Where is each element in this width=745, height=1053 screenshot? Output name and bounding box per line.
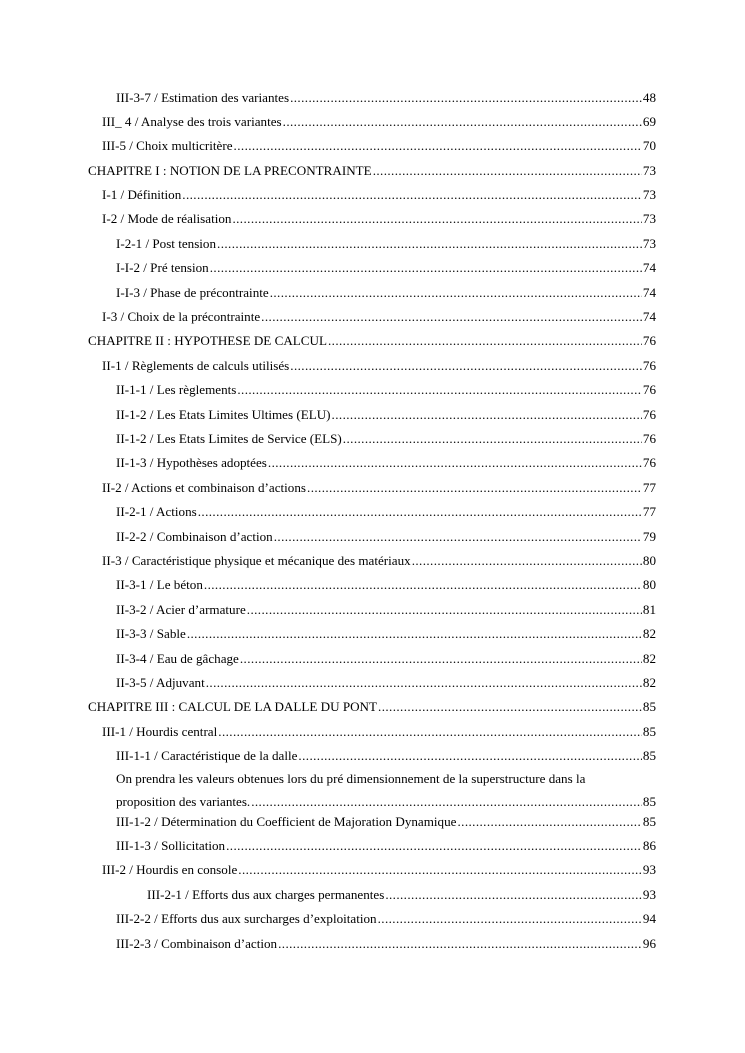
toc-entry-title: III-3-7 / Estimation des variantes [116, 90, 290, 105]
toc-entry-title: II-2-1 / Actions [116, 504, 197, 519]
toc-entry-title: II-3-2 / Acier d’armature [116, 602, 246, 617]
toc-entry-page: 85 [642, 699, 656, 714]
toc-entry[interactable] [116, 381, 656, 398]
dot-leader [217, 235, 642, 252]
dot-leader [307, 479, 642, 496]
toc-entry-page: 86 [642, 838, 656, 853]
toc-entry[interactable] [102, 308, 656, 325]
toc-chapter-entry[interactable] [88, 162, 656, 179]
toc-entry-page: 85 [642, 724, 656, 739]
toc-entry[interactable] [116, 601, 656, 618]
toc-entry-title-line1: On prendra les valeurs obtenues lors du pré dimensionnement de la superstructure dans la [116, 771, 586, 786]
toc-entry[interactable] [116, 910, 656, 927]
toc-entry-page: 82 [642, 626, 656, 641]
toc-entry-title: I-2 / Mode de réalisation [102, 211, 232, 226]
toc-entry-title: CHAPITRE II : HYPOTHESE DE CALCUL [88, 333, 327, 348]
toc-entry-page: 76 [642, 455, 656, 470]
toc-entry-title: II-1-3 / Hypothèses adoptées [116, 455, 267, 470]
toc-entry[interactable] [102, 479, 656, 496]
toc-entry-page: 93 [642, 887, 656, 902]
toc-entry-page: 94 [642, 911, 656, 926]
toc-entry[interactable] [102, 137, 656, 154]
toc-entry-page: 82 [642, 651, 656, 666]
dot-leader [247, 601, 642, 618]
toc-entry-title: II-2-2 / Combinaison d’action [116, 529, 273, 544]
dot-leader [290, 357, 642, 374]
dot-leader [298, 747, 641, 764]
toc-entry[interactable] [102, 186, 656, 203]
toc-entry-title: II-1-1 / Les règlements [116, 382, 237, 397]
toc-entry[interactable] [116, 430, 656, 447]
toc-entry[interactable] [102, 210, 656, 227]
toc-entry-page: 85 [642, 814, 656, 829]
toc-entry-title: II-1 / Règlements de calculs utilisés [102, 358, 290, 373]
toc-entry-title: III-5 / Choix multicritère [102, 138, 233, 153]
dot-leader [328, 332, 642, 349]
dot-leader [240, 650, 642, 667]
dot-leader [278, 935, 642, 952]
toc-entry[interactable] [116, 625, 656, 642]
toc-entry[interactable] [116, 259, 656, 276]
toc-entry[interactable] [116, 837, 656, 854]
dot-leader [378, 698, 642, 715]
toc-entry-page: 74 [642, 260, 656, 275]
toc-entry[interactable] [147, 886, 656, 903]
toc-entry-page: 85 [642, 794, 656, 809]
toc-entry-title: III-1-1 / Caractéristique de la dalle [116, 748, 298, 763]
toc-entry-page: 48 [642, 90, 656, 105]
dot-leader [187, 625, 642, 642]
toc-entry-title-line2: proposition des variantes. [116, 794, 251, 809]
toc-entry-page: 76 [642, 358, 656, 373]
toc-chapter-entry[interactable] [88, 698, 656, 715]
toc-entry-title: III-1-2 / Détermination du Coefficient de Majoration Dynamique [116, 814, 457, 829]
toc-entry[interactable] [116, 406, 656, 423]
dot-leader [238, 861, 642, 878]
toc-entry-title: III-1-3 / Sollicitation [116, 838, 226, 853]
dot-leader [226, 837, 642, 854]
toc-entry[interactable] [102, 357, 656, 374]
toc-entry-title: CHAPITRE III : CALCUL DE LA DALLE DU PONT [88, 699, 378, 714]
dot-leader [457, 813, 641, 830]
toc-entry-page: 82 [642, 675, 656, 690]
toc-entry-page: 73 [642, 211, 656, 226]
dot-leader [373, 162, 642, 179]
toc-entry[interactable] [102, 861, 656, 878]
toc-entry-title: I-I-2 / Pré tension [116, 260, 209, 275]
toc-entry-title: I-1 / Définition [102, 187, 182, 202]
dot-leader [218, 723, 642, 740]
dot-leader [210, 259, 642, 276]
toc-entry[interactable] [102, 552, 656, 569]
toc-entry-title: III-1 / Hourdis central [102, 724, 218, 739]
dot-leader [251, 793, 642, 810]
toc-entry[interactable] [116, 747, 656, 764]
toc-entry-line2 [116, 793, 656, 810]
toc-entry-title: II-3-3 / Sable [116, 626, 186, 641]
toc-entry-title: III-2 / Hourdis en console [102, 862, 238, 877]
toc-entry[interactable] [116, 528, 656, 545]
toc-entry-page: 85 [642, 748, 656, 763]
toc-entry-title: CHAPITRE I : NOTION DE LA PRECONTRAINTE [88, 163, 372, 178]
dot-leader [206, 674, 642, 691]
toc-chapter-entry[interactable] [88, 332, 656, 349]
dot-leader [198, 503, 642, 520]
toc-entry-page: 76 [642, 407, 656, 422]
toc-entry-page: 80 [642, 553, 656, 568]
toc-entry[interactable] [102, 723, 656, 740]
toc-entry-title: III-2-2 / Efforts dus aux surcharges d’exploitation [116, 911, 377, 926]
toc-entry[interactable] [116, 935, 656, 952]
toc-entry-page: 80 [642, 577, 656, 592]
toc-entry[interactable] [116, 650, 656, 667]
toc-entry-page: 69 [642, 114, 656, 129]
dot-leader [274, 528, 642, 545]
toc-entry-page: 73 [642, 163, 656, 178]
dot-leader [412, 552, 642, 569]
toc-entry-title: II-1-2 / Les Etats Limites de Service (ELS) [116, 431, 342, 446]
dot-leader [270, 284, 642, 301]
toc-entry-page: 76 [642, 431, 656, 446]
toc-entry[interactable] [116, 235, 656, 252]
dot-leader [283, 113, 642, 130]
toc-entry[interactable] [116, 503, 656, 520]
toc-entry[interactable] [116, 813, 656, 830]
dot-leader [385, 886, 642, 903]
toc-entry[interactable] [116, 674, 656, 691]
toc-entry-page: 96 [642, 936, 656, 951]
toc-entry-page: 79 [642, 529, 656, 544]
dot-leader [290, 89, 642, 106]
toc-entry-title: III-2-1 / Efforts dus aux charges permanentes [147, 887, 385, 902]
dot-leader [204, 576, 642, 593]
toc-entry[interactable] [102, 113, 656, 130]
toc-entry-page: 77 [642, 504, 656, 519]
dot-leader [232, 210, 641, 227]
toc-entry-title: II-3-5 / Adjuvant [116, 675, 205, 690]
toc-entry[interactable] [116, 284, 656, 301]
dot-leader [343, 430, 642, 447]
dot-leader [261, 308, 642, 325]
dot-leader [182, 186, 642, 203]
toc-entry[interactable] [116, 89, 656, 106]
toc-entry-page: 76 [642, 382, 656, 397]
toc-entry[interactable] [116, 454, 656, 471]
toc-entry-page: 74 [642, 309, 656, 324]
toc-entry-page: 73 [642, 236, 656, 251]
dot-leader [378, 910, 642, 927]
toc-entry-title: I-2-1 / Post tension [116, 236, 217, 251]
dot-leader [268, 454, 642, 471]
dot-leader [234, 137, 642, 154]
toc-entry-multiline[interactable] [116, 770, 656, 810]
toc-entry-page: 93 [642, 862, 656, 877]
toc-entry-page: 74 [642, 285, 656, 300]
toc-entry-title: II-3 / Caractéristique physique et mécanique des matériaux [102, 553, 411, 568]
toc-entry-title: I-3 / Choix de la précontrainte [102, 309, 261, 324]
toc-entry[interactable] [116, 576, 656, 593]
toc-entry-title: II-1-2 / Les Etats Limites Ultimes (ELU) [116, 407, 331, 422]
toc-entry-title: I-I-3 / Phase de précontrainte [116, 285, 269, 300]
toc-entry-page: 76 [642, 333, 656, 348]
dot-leader [332, 406, 642, 423]
toc-entry-page: 73 [642, 187, 656, 202]
toc-entry-page: 81 [642, 602, 656, 617]
toc-entry-title: III-2-3 / Combinaison d’action [116, 936, 278, 951]
toc-entry-page: 70 [642, 138, 656, 153]
toc-entry-page: 77 [642, 480, 656, 495]
toc-entry-title: III_ 4 / Analyse des trois variantes [102, 114, 282, 129]
toc-entry-title: II-2 / Actions et combinaison d’actions [102, 480, 307, 495]
toc-entry-title: II-3-4 / Eau de gâchage [116, 651, 239, 666]
toc-entry-title: II-3-1 / Le béton [116, 577, 203, 592]
dot-leader [237, 381, 642, 398]
